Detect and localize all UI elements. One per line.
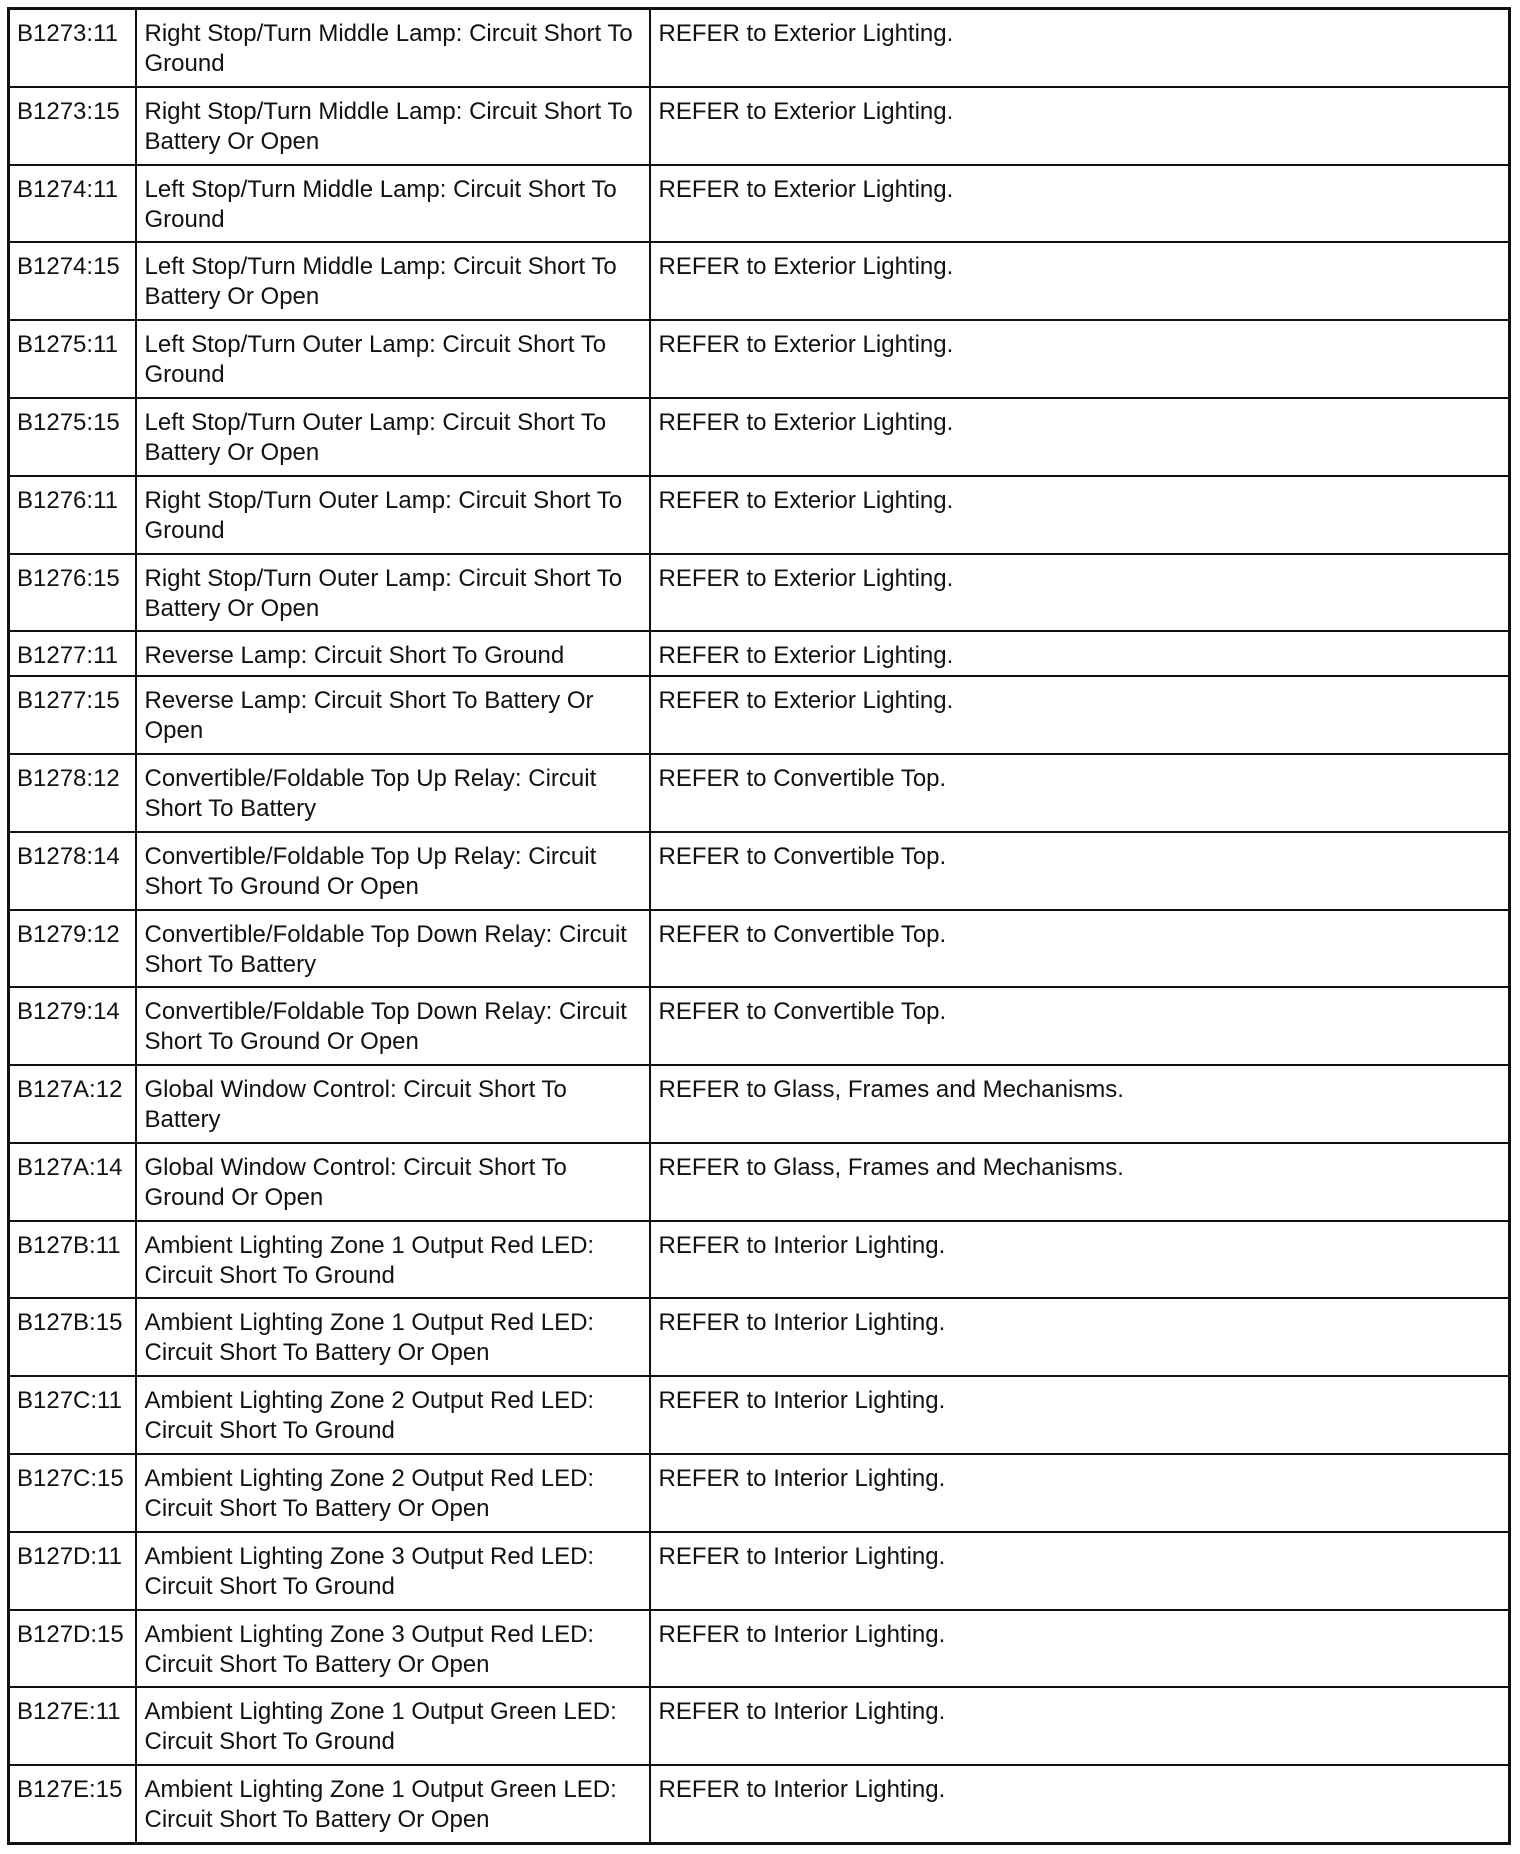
table-row xyxy=(9,1610,1510,1688)
table-row xyxy=(9,1376,1510,1454)
dtc-action-cell: REFER to Interior Lighting. xyxy=(650,1532,1510,1610)
dtc-table-body xyxy=(9,9,1510,1844)
dtc-description-cell: Left Stop/Turn Outer Lamp: Circuit Short To Ground xyxy=(136,320,650,398)
dtc-action-cell: REFER to Exterior Lighting. xyxy=(650,320,1510,398)
table-row xyxy=(9,1454,1510,1532)
dtc-description-cell: Ambient Lighting Zone 1 Output Green LED: Circuit Short To Ground xyxy=(136,1687,650,1765)
dtc-description-cell: Ambient Lighting Zone 2 Output Red LED: Circuit Short To Ground xyxy=(136,1376,650,1454)
dtc-code-cell: B1273:15 xyxy=(9,87,136,165)
dtc-code-cell: B1273:11 xyxy=(9,9,136,87)
dtc-description-cell: Convertible/Foldable Top Up Relay: Circuit Short To Ground Or Open xyxy=(136,832,650,910)
dtc-action-cell: REFER to Interior Lighting. xyxy=(650,1610,1510,1688)
dtc-code-cell: B1276:11 xyxy=(9,476,136,554)
dtc-description-cell: Global Window Control: Circuit Short To Ground Or Open xyxy=(136,1143,650,1221)
dtc-action-cell: REFER to Convertible Top. xyxy=(650,754,1510,832)
table-row xyxy=(9,242,1510,320)
dtc-code-cell: B127C:11 xyxy=(9,1376,136,1454)
table-row xyxy=(9,87,1510,165)
dtc-description-cell: Convertible/Foldable Top Up Relay: Circuit Short To Battery xyxy=(136,754,650,832)
dtc-action-cell: REFER to Exterior Lighting. xyxy=(650,9,1510,87)
dtc-action-cell: REFER to Exterior Lighting. xyxy=(650,554,1510,632)
table-row xyxy=(9,631,1510,676)
dtc-action-cell: REFER to Interior Lighting. xyxy=(650,1454,1510,1532)
table-row xyxy=(9,1298,1510,1376)
dtc-description-cell: Right Stop/Turn Middle Lamp: Circuit Short To Ground xyxy=(136,9,650,87)
dtc-description-cell: Right Stop/Turn Outer Lamp: Circuit Short To Battery Or Open xyxy=(136,554,650,632)
dtc-description-cell: Ambient Lighting Zone 2 Output Red LED: Circuit Short To Battery Or Open xyxy=(136,1454,650,1532)
dtc-action-cell: REFER to Convertible Top. xyxy=(650,910,1510,988)
table-row xyxy=(9,165,1510,243)
dtc-code-cell: B127A:14 xyxy=(9,1143,136,1221)
table-row xyxy=(9,987,1510,1065)
table-row xyxy=(9,9,1510,87)
dtc-action-cell: REFER to Convertible Top. xyxy=(650,987,1510,1065)
dtc-code-cell: B1277:15 xyxy=(9,676,136,754)
table-row xyxy=(9,1765,1510,1843)
dtc-description-cell: Ambient Lighting Zone 1 Output Red LED: Circuit Short To Ground xyxy=(136,1221,650,1299)
dtc-code-cell: B1279:12 xyxy=(9,910,136,988)
dtc-code-cell: B1274:15 xyxy=(9,242,136,320)
table-row xyxy=(9,1143,1510,1221)
dtc-code-cell: B127E:15 xyxy=(9,1765,136,1843)
dtc-action-cell: REFER to Interior Lighting. xyxy=(650,1376,1510,1454)
table-row xyxy=(9,476,1510,554)
dtc-code-cell: B1278:12 xyxy=(9,754,136,832)
dtc-code-cell: B127D:15 xyxy=(9,1610,136,1688)
dtc-action-cell: REFER to Glass, Frames and Mechanisms. xyxy=(650,1065,1510,1143)
dtc-action-cell: REFER to Exterior Lighting. xyxy=(650,242,1510,320)
dtc-code-cell: B1274:11 xyxy=(9,165,136,243)
table-row xyxy=(9,754,1510,832)
dtc-action-cell: REFER to Exterior Lighting. xyxy=(650,165,1510,243)
dtc-action-cell: REFER to Exterior Lighting. xyxy=(650,476,1510,554)
table-row xyxy=(9,676,1510,754)
dtc-code-cell: B127B:15 xyxy=(9,1298,136,1376)
dtc-description-cell: Ambient Lighting Zone 1 Output Red LED: Circuit Short To Battery Or Open xyxy=(136,1298,650,1376)
table-row xyxy=(9,832,1510,910)
dtc-code-cell: B127D:11 xyxy=(9,1532,136,1610)
dtc-description-cell: Right Stop/Turn Outer Lamp: Circuit Short To Ground xyxy=(136,476,650,554)
table-row xyxy=(9,910,1510,988)
dtc-action-cell: REFER to Exterior Lighting. xyxy=(650,676,1510,754)
dtc-description-cell: Left Stop/Turn Middle Lamp: Circuit Short To Ground xyxy=(136,165,650,243)
dtc-description-cell: Global Window Control: Circuit Short To Battery xyxy=(136,1065,650,1143)
dtc-action-cell: REFER to Interior Lighting. xyxy=(650,1687,1510,1765)
dtc-code-cell: B1275:15 xyxy=(9,398,136,476)
dtc-action-cell: REFER to Interior Lighting. xyxy=(650,1298,1510,1376)
dtc-description-cell: Ambient Lighting Zone 1 Output Green LED: Circuit Short To Battery Or Open xyxy=(136,1765,650,1843)
dtc-description-cell: Right Stop/Turn Middle Lamp: Circuit Short To Battery Or Open xyxy=(136,87,650,165)
dtc-action-cell: REFER to Glass, Frames and Mechanisms. xyxy=(650,1143,1510,1221)
dtc-description-cell: Convertible/Foldable Top Down Relay: Circuit Short To Ground Or Open xyxy=(136,987,650,1065)
table-row xyxy=(9,1687,1510,1765)
table-row xyxy=(9,554,1510,632)
table-row xyxy=(9,1532,1510,1610)
dtc-table xyxy=(7,7,1511,1845)
dtc-code-cell: B1279:14 xyxy=(9,987,136,1065)
dtc-code-cell: B127B:11 xyxy=(9,1221,136,1299)
dtc-description-cell: Left Stop/Turn Middle Lamp: Circuit Short To Battery Or Open xyxy=(136,242,650,320)
dtc-action-cell: REFER to Interior Lighting. xyxy=(650,1221,1510,1299)
dtc-description-cell: Left Stop/Turn Outer Lamp: Circuit Short To Battery Or Open xyxy=(136,398,650,476)
dtc-code-cell: B127A:12 xyxy=(9,1065,136,1143)
dtc-description-cell: Reverse Lamp: Circuit Short To Ground xyxy=(136,631,650,676)
table-row xyxy=(9,398,1510,476)
dtc-action-cell: REFER to Exterior Lighting. xyxy=(650,398,1510,476)
dtc-code-cell: B1275:11 xyxy=(9,320,136,398)
table-row xyxy=(9,320,1510,398)
dtc-code-cell: B127C:15 xyxy=(9,1454,136,1532)
dtc-description-cell: Ambient Lighting Zone 3 Output Red LED: Circuit Short To Battery Or Open xyxy=(136,1610,650,1688)
table-row xyxy=(9,1221,1510,1299)
dtc-code-cell: B127E:11 xyxy=(9,1687,136,1765)
dtc-description-cell: Convertible/Foldable Top Down Relay: Circuit Short To Battery xyxy=(136,910,650,988)
dtc-action-cell: REFER to Convertible Top. xyxy=(650,832,1510,910)
dtc-action-cell: REFER to Exterior Lighting. xyxy=(650,87,1510,165)
dtc-action-cell: REFER to Interior Lighting. xyxy=(650,1765,1510,1843)
table-row xyxy=(9,1065,1510,1143)
dtc-action-cell: REFER to Exterior Lighting. xyxy=(650,631,1510,676)
dtc-code-cell: B1278:14 xyxy=(9,832,136,910)
dtc-code-cell: B1277:11 xyxy=(9,631,136,676)
dtc-description-cell: Reverse Lamp: Circuit Short To Battery Or Open xyxy=(136,676,650,754)
dtc-description-cell: Ambient Lighting Zone 3 Output Red LED: Circuit Short To Ground xyxy=(136,1532,650,1610)
dtc-code-cell: B1276:15 xyxy=(9,554,136,632)
